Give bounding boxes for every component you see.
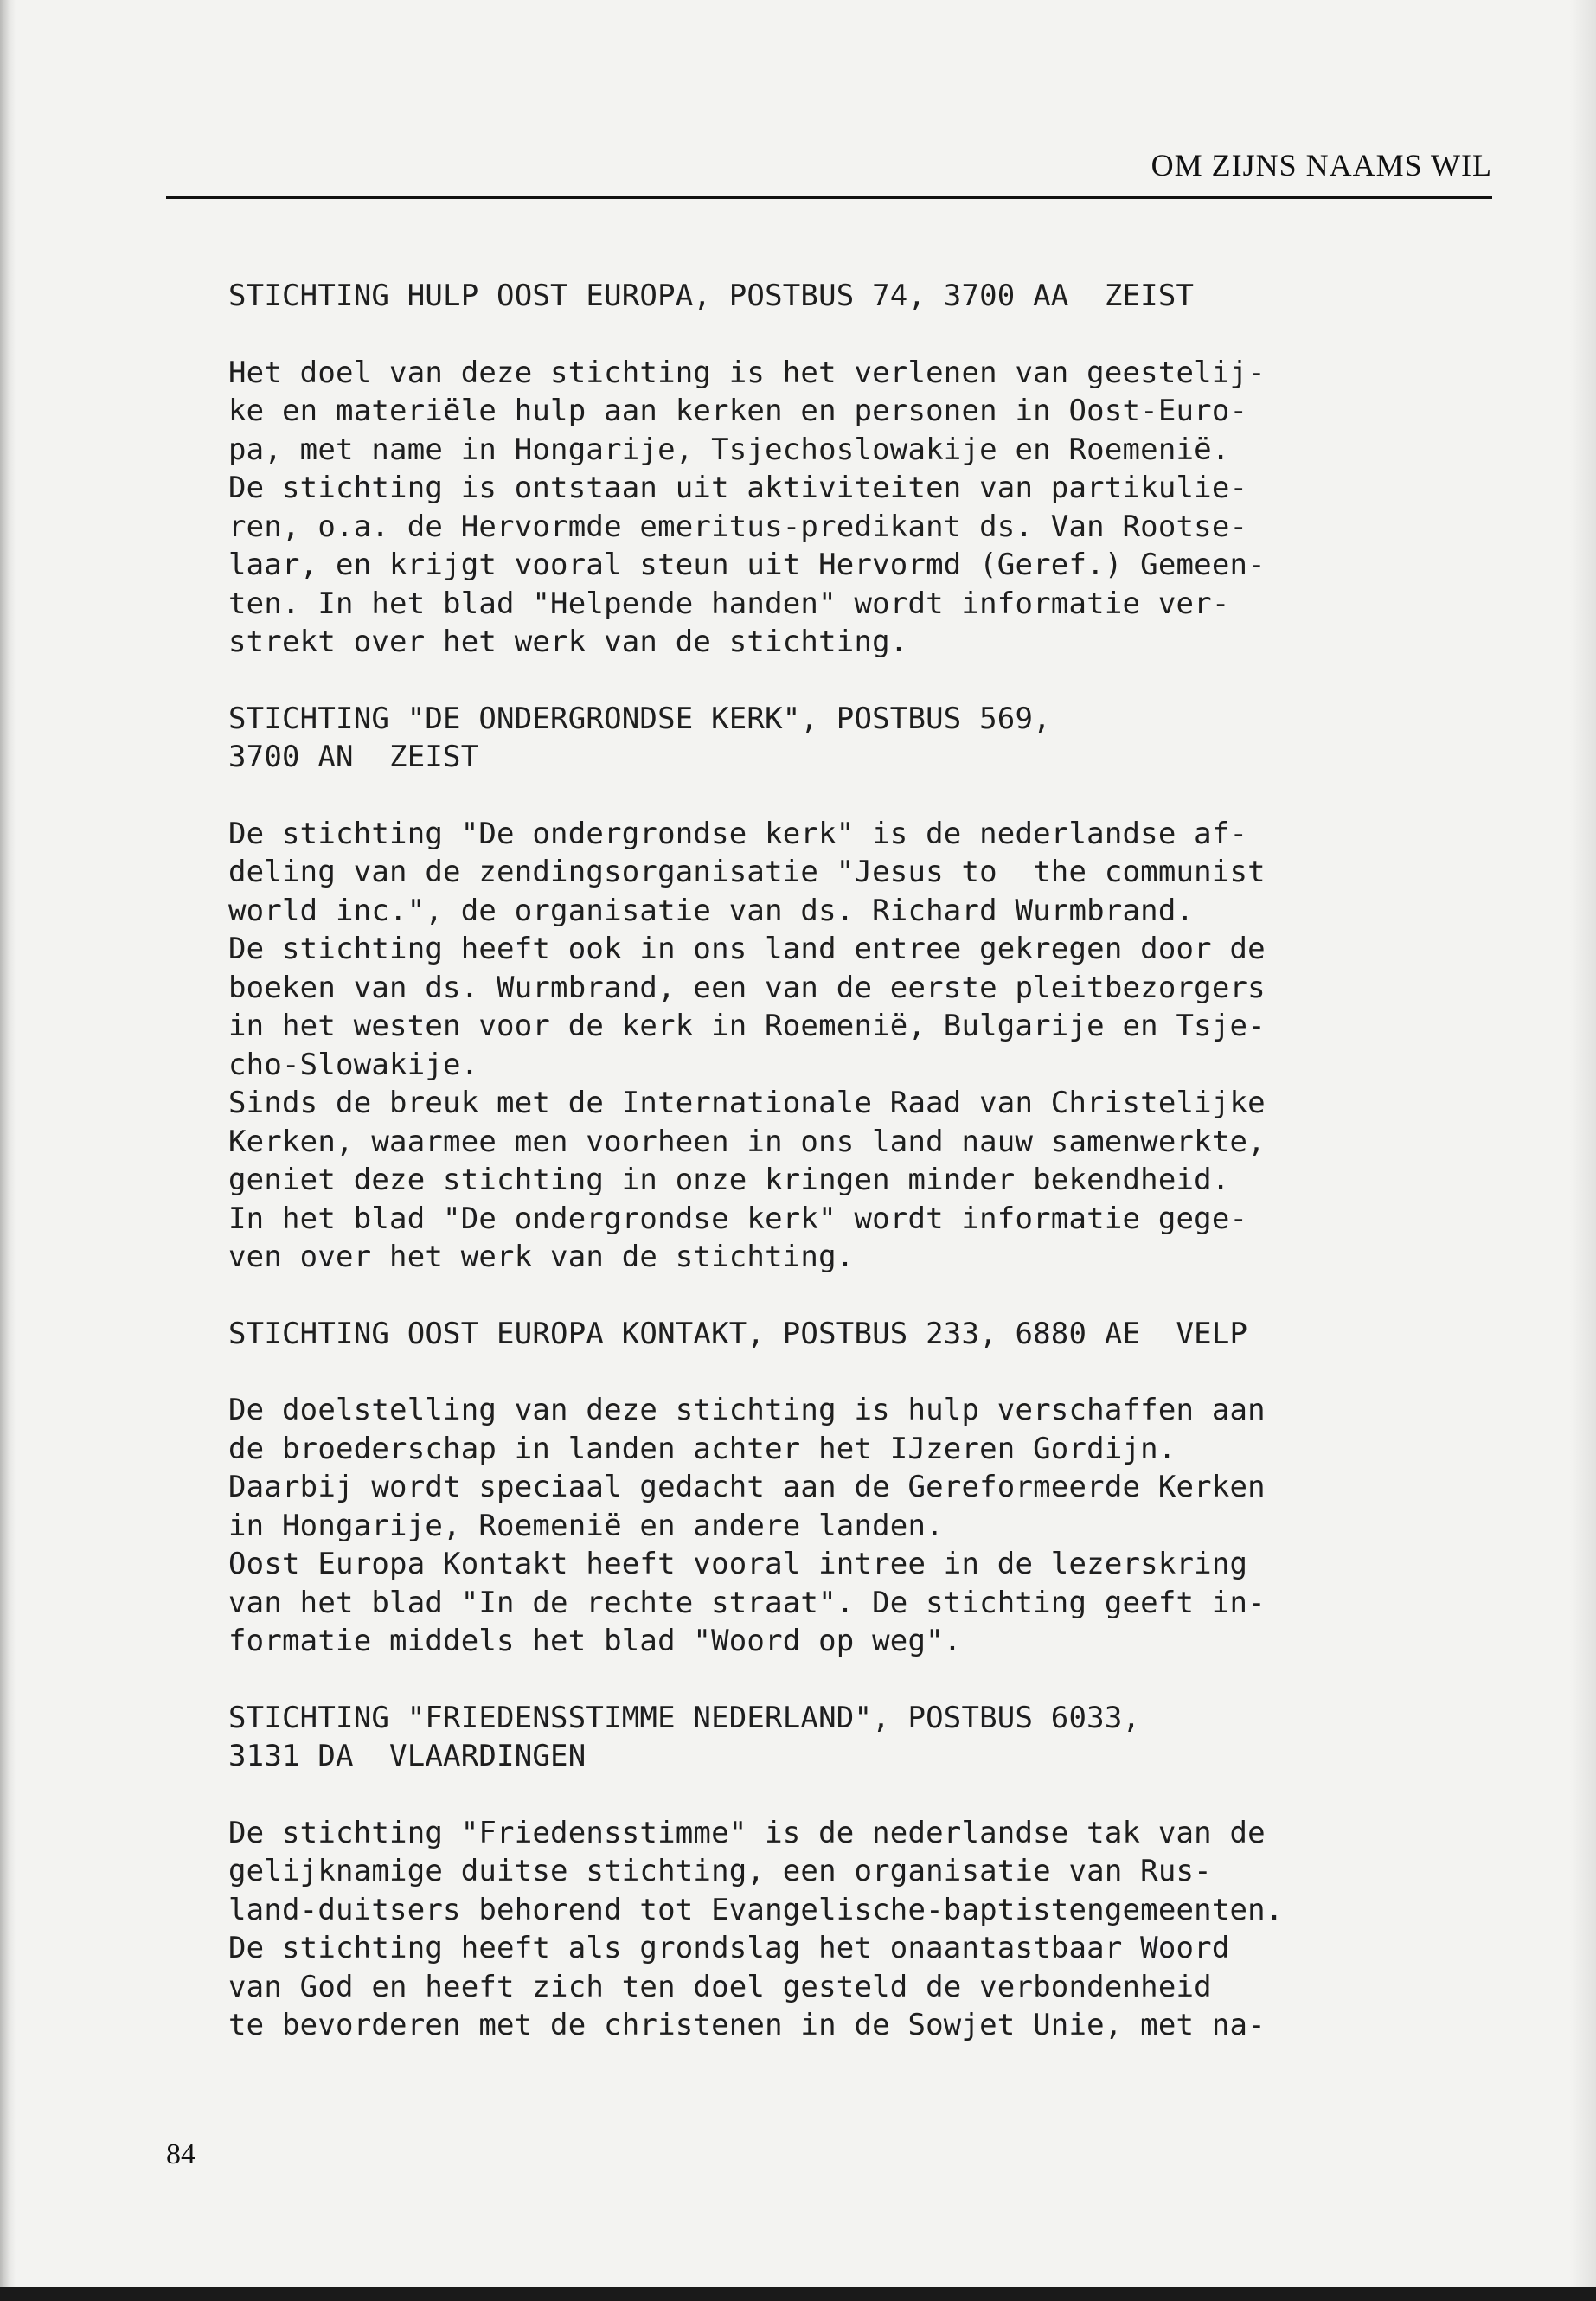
heading-line: STICHTING OOST EUROPA KONTAKT, POSTBUS 233, 6880 AE VELP <box>228 1316 1248 1351</box>
page-left-shadow <box>0 0 16 2301</box>
text-line: Het doel van deze stichting is het verlenen van geestelij- <box>228 355 1266 390</box>
text-line: formatie middels het blad "Woord op weg". <box>228 1624 962 1658</box>
heading-line: 3131 DA VLAARDINGEN <box>228 1739 586 1773</box>
text-line: de broederschap in landen achter het IJzeren Gordijn. <box>228 1431 1176 1466</box>
text-line: De stichting "Friedensstimme" is de nederlandse tak van de <box>228 1815 1266 1850</box>
text-line: te bevorderen met de christenen in de Sowjet Unie, met na- <box>228 2008 1266 2042</box>
text-line: geniet deze stichting in onze kringen minder bekendheid. <box>228 1163 1230 1197</box>
text-line: in het westen voor de kerk in Roemenië, Bulgarije en Tsje- <box>228 1009 1266 1043</box>
text-line: laar, en krijgt vooral steun uit Hervormd (Geref.) Gemeen- <box>228 548 1266 582</box>
document-body <box>228 277 1465 2045</box>
scan-bottom-edge <box>0 2287 1596 2301</box>
heading-line: STICHTING "DE ONDERGRONDSE KERK", POSTBUS 569, <box>228 701 1051 736</box>
section-paragraph <box>228 354 1465 662</box>
text-line: ke en materiële hulp aan kerken en personen in Oost-Euro- <box>228 394 1248 428</box>
running-head-title: OM ZIJNS NAAMS WIL <box>1151 148 1492 183</box>
heading-line: STICHTING "FRIEDENSSTIMME NEDERLAND", POSTBUS 6033, <box>228 1700 1141 1735</box>
text-line: ven over het werk van de stichting. <box>228 1240 855 1274</box>
text-line: gelijknamige duitse stichting, een organisatie van Rus- <box>228 1854 1212 1888</box>
text-line: van God en heeft zich ten doel gesteld de verbondenheid <box>228 1969 1212 2004</box>
text-line: van het blad "In de rechte straat". De stichting geeft in- <box>228 1585 1266 1620</box>
text-line: cho-Slowakije. <box>228 1047 479 1082</box>
text-line: Oost Europa Kontakt heeft vooral intree in de lezerskring <box>228 1547 1248 1581</box>
text-line: deling van de zendingsorganisatie "Jesus to the communist <box>228 855 1266 889</box>
text-line: ten. In het blad "Helpende handen" wordt informatie ver- <box>228 586 1230 621</box>
text-line: De doelstelling van deze stichting is hulp verschaffen aan <box>228 1393 1266 1427</box>
section-heading <box>228 1699 1465 1776</box>
text-line: boeken van ds. Wurmbrand, een van de eerste pleitbezorgers <box>228 970 1266 1005</box>
section-heading <box>228 277 1465 316</box>
text-line: strekt over het werk van de stichting. <box>228 625 908 659</box>
text-line: in Hongarije, Roemenië en andere landen. <box>228 1508 944 1543</box>
page-number: 84 <box>166 2138 195 2170</box>
heading-line: STICHTING HULP OOST EUROPA, POSTBUS 74, 3700 AA ZEIST <box>228 279 1195 313</box>
text-line: Kerken, waarmee men voorheen in ons land nauw samenwerkte, <box>228 1124 1266 1159</box>
section-paragraph <box>228 1391 1465 1661</box>
text-line: Sinds de breuk met de Internationale Raad van Christelijke <box>228 1086 1266 1120</box>
text-line: pa, met name in Hongarije, Tsjechoslowakije en Roemenië. <box>228 432 1230 467</box>
heading-line: 3700 AN ZEIST <box>228 740 479 774</box>
text-line: world inc.", de organisatie van ds. Richard Wurmbrand. <box>228 893 1195 928</box>
text-line: land-duitsers behorend tot Evangelische-baptistengemeenten. <box>228 1892 1284 1927</box>
text-line: De stichting heeft als grondslag het onaantastbaar Woord <box>228 1931 1230 1965</box>
section-paragraph <box>228 1814 1465 2045</box>
section-heading <box>228 700 1465 777</box>
section-heading <box>228 1315 1465 1354</box>
page-right-edge <box>1570 0 1596 2301</box>
header-rule <box>166 196 1492 199</box>
text-line: In het blad "De ondergrondse kerk" wordt informatie gege- <box>228 1201 1248 1236</box>
text-line: Daarbij wordt speciaal gedacht aan de Gereformeerde Kerken <box>228 1470 1266 1504</box>
text-line: De stichting heeft ook in ons land entree gekregen door de <box>228 932 1266 966</box>
text-line: De stichting is ontstaan uit aktiviteiten van partikulie- <box>228 471 1248 505</box>
section-paragraph <box>228 815 1465 1277</box>
text-line: De stichting "De ondergrondse kerk" is de nederlandse af- <box>228 816 1248 851</box>
text-line: ren, o.a. de Hervormde emeritus-predikant ds. Van Rootse- <box>228 509 1248 544</box>
